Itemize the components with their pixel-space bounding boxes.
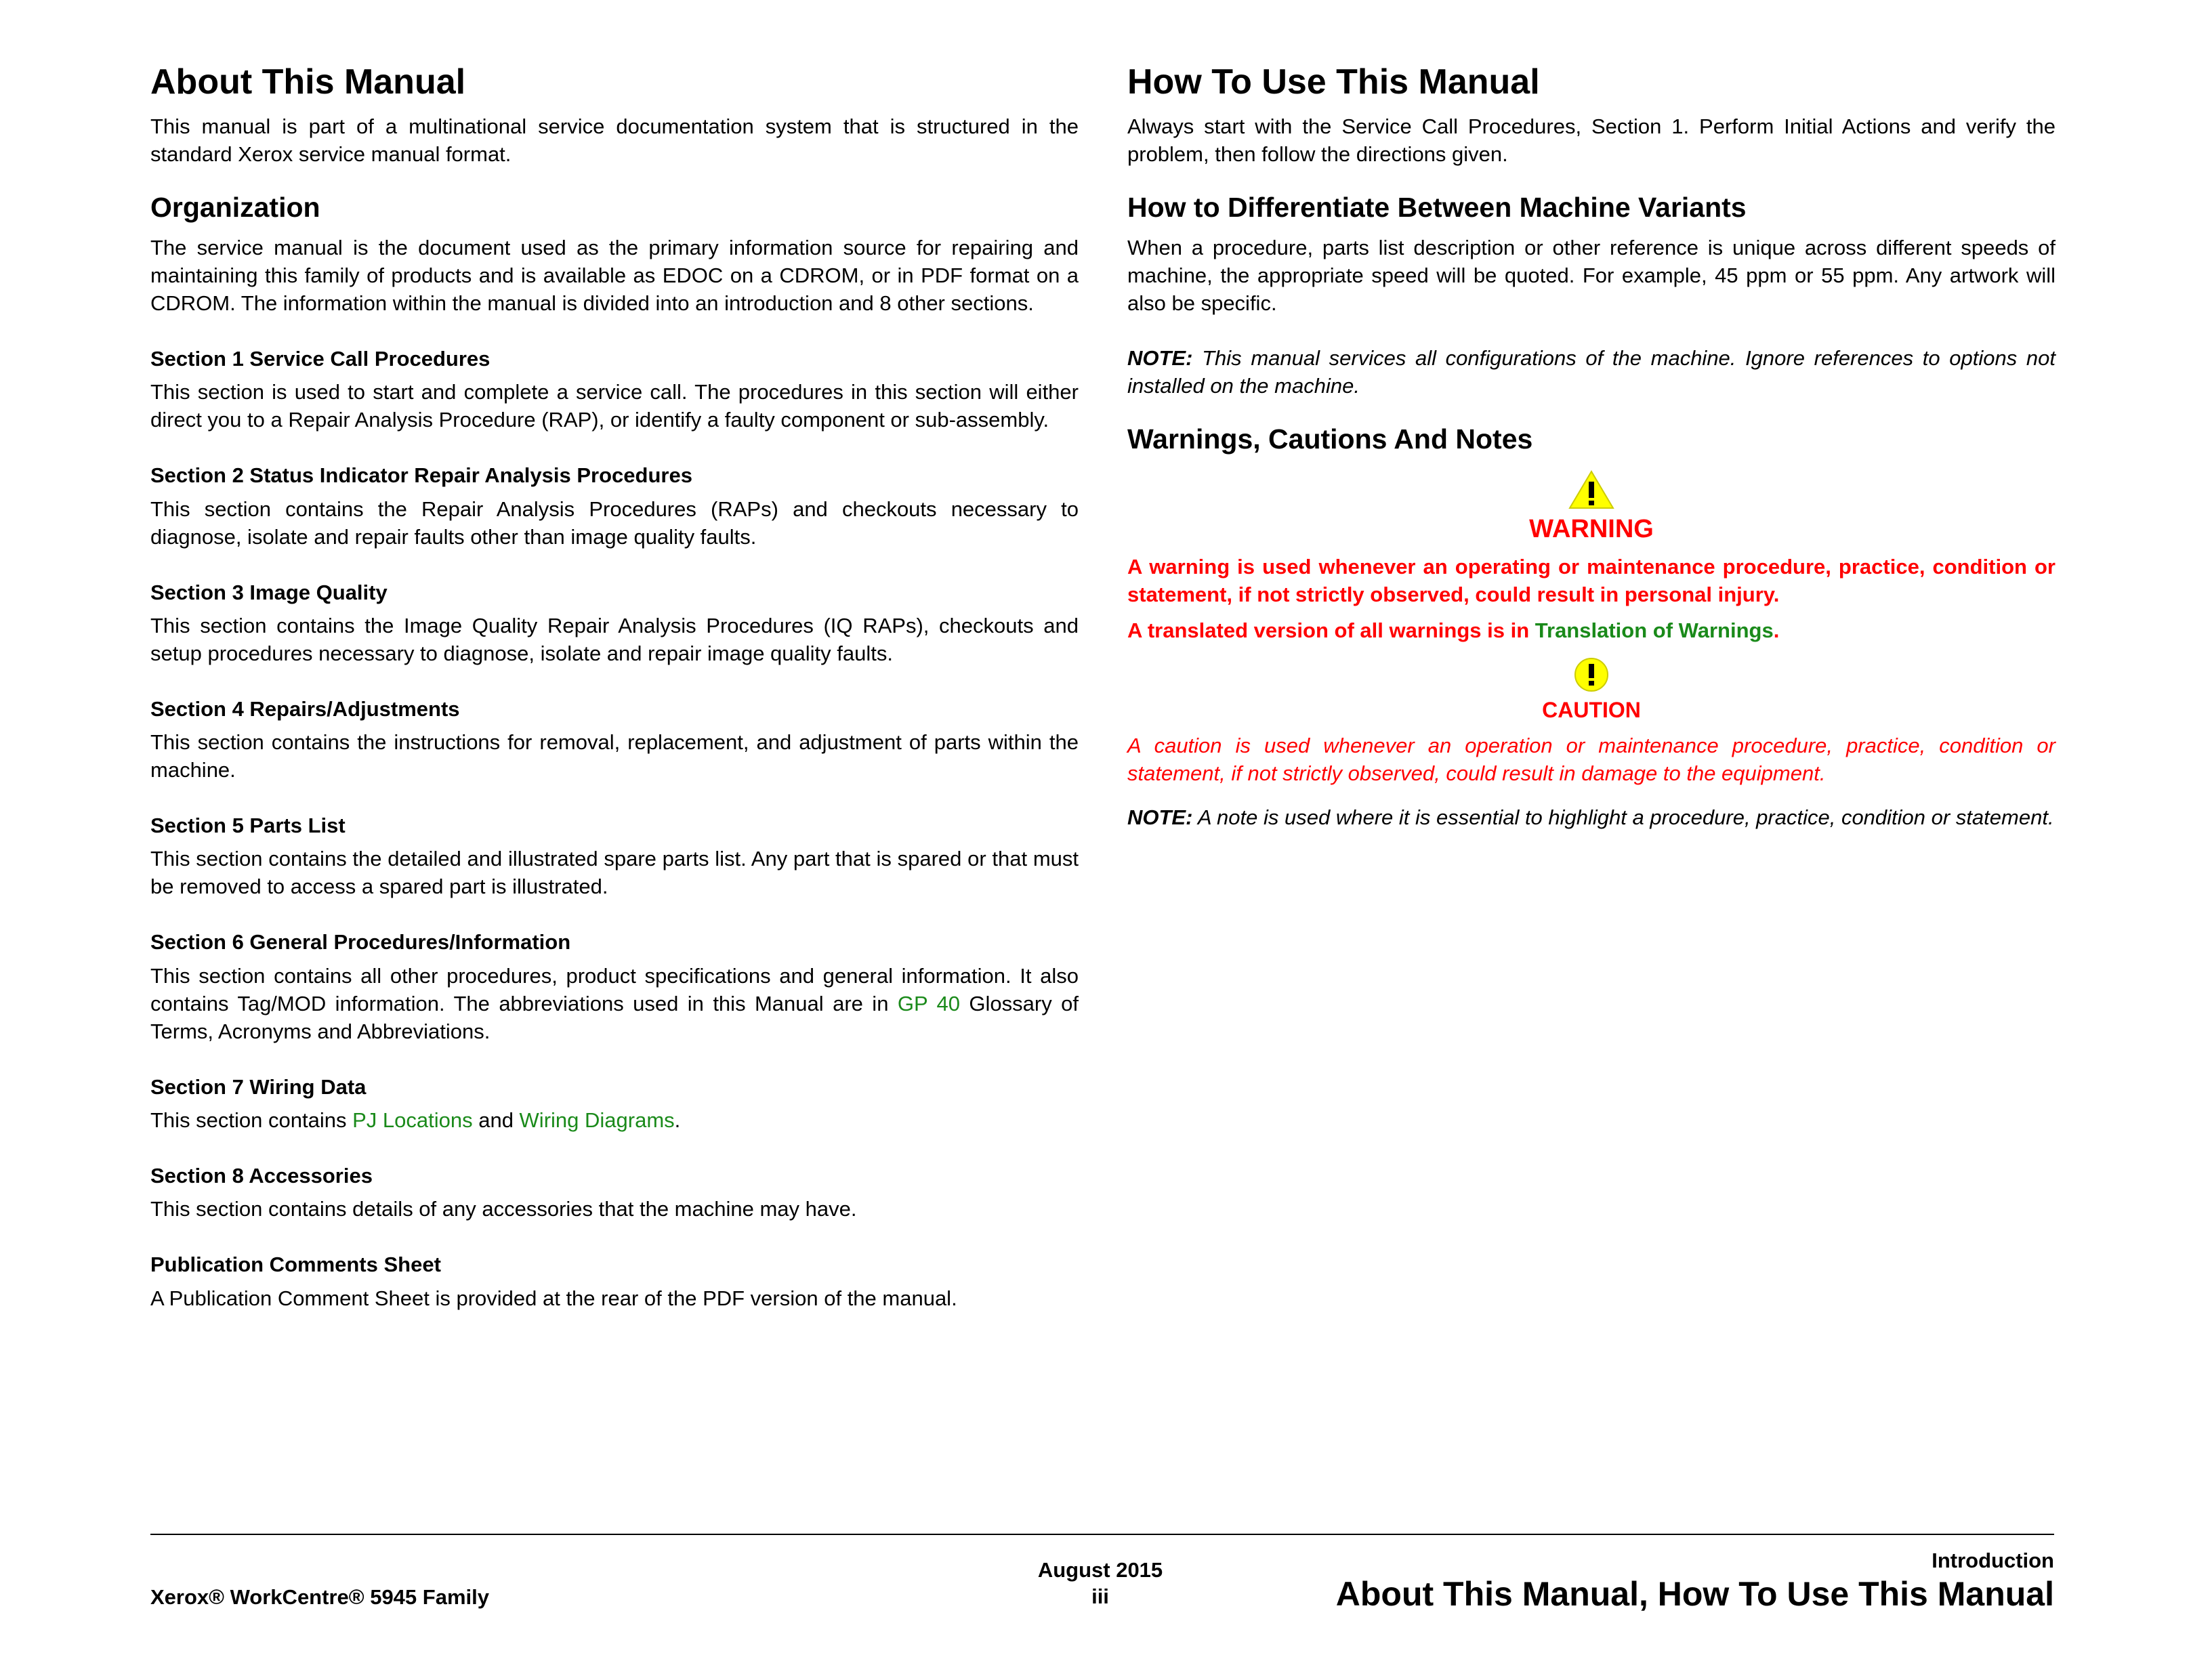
warning-translation-text-a: A translated version of all warnings is in xyxy=(1127,618,1535,643)
wcn-heading: Warnings, Cautions And Notes xyxy=(1127,423,1533,455)
section-7-text-b: and xyxy=(472,1108,520,1133)
caution-title: CAUTION xyxy=(1542,698,1641,723)
section-2-text: This section contains the Repair Analysis Procedures (RAPs) and checkouts necessary to diagnose, isolate and repair faults other than image quality faults. xyxy=(150,497,1079,549)
section-6-text-a: This section contains all other procedures, product specifications and general information. It also contains Tag/MOD information. The abbreviations used in this Manual are in xyxy=(150,963,1079,1015)
footer-divider xyxy=(150,1534,2054,1535)
caution-block xyxy=(1127,656,2056,723)
how-to-use-title: How To Use This Manual xyxy=(1127,62,1540,102)
publication-comments-heading: Publication Comments Sheet xyxy=(150,1253,441,1277)
section-4-heading: Section 4 Repairs/Adjustments xyxy=(150,696,460,721)
footer-section: Introduction xyxy=(1932,1549,2054,1572)
translation-of-warnings-link[interactable]: Translation of Warnings xyxy=(1535,618,1774,643)
section-7-text-c: . xyxy=(674,1108,681,1133)
section-4-text: This section contains the instructions for removal, replacement, and adjustment of parts within the machine. xyxy=(150,730,1079,782)
warning-translation-text-b: . xyxy=(1773,618,1780,643)
section-6-heading: Section 6 General Procedures/Information xyxy=(150,930,571,954)
section-5-heading: Section 5 Parts List xyxy=(150,814,346,838)
note-definition-label: NOTE: xyxy=(1127,805,1193,830)
variants-text: When a procedure, parts list description or other reference is unique across different speeds of machine, the appropriate speed will be quoted. For example, 45 ppm or 55 ppm. Any artwork will also be specific. xyxy=(1127,235,2056,315)
section-1-heading: Section 1 Service Call Procedures xyxy=(150,346,491,371)
config-note-label: NOTE: xyxy=(1127,345,1193,370)
gp40-link[interactable]: GP 40 xyxy=(897,991,960,1015)
note-definition xyxy=(1127,803,2056,831)
section-8-text: This section contains details of any accessories that the machine may have. xyxy=(150,1197,857,1221)
pj-locations-link[interactable]: PJ Locations xyxy=(352,1108,473,1133)
warning-triangle-icon xyxy=(1568,469,1614,510)
section-6-text-b: Glossary of Terms, Acronyms and Abbreviations. xyxy=(150,991,1079,1043)
config-note-text: This manual services all configurations of the machine. Ignore references to options not installed on the machine. xyxy=(1127,345,2056,398)
section-7-heading: Section 7 Wiring Data xyxy=(150,1074,367,1099)
footer-right xyxy=(1336,1547,2054,1614)
note-definition-text: A note is used where it is essential to highlight a procedure, practice, condition or statement. xyxy=(1192,805,2054,830)
footer-date: August 2015 xyxy=(1037,1558,1163,1582)
section-6-text xyxy=(150,962,1079,1045)
how-to-use-intro: Always start with the Service Call Procedures, Section 1. Perform Initial Actions and verify the problem, then follow the directions given. xyxy=(1127,114,2056,166)
about-manual-intro: This manual is part of a multinational service documentation system that is structured in the standard Xerox service manual format. xyxy=(150,114,1079,166)
left-column xyxy=(150,62,1079,1312)
warning-text: A warning is used whenever an operating or maintenance procedure, practice, condition or statement, if not strictly observed, could result in personal injury. xyxy=(1127,555,2056,607)
wiring-diagrams-link[interactable]: Wiring Diagrams xyxy=(519,1108,675,1133)
publication-comments-text: A Publication Comment Sheet is provided at the rear of the PDF version of the manual. xyxy=(150,1286,957,1310)
footer-center xyxy=(965,1557,1236,1610)
warning-title: WARNING xyxy=(1529,515,1654,544)
variants-heading: How to Differentiate Between Machine Variants xyxy=(1127,191,1747,223)
caution-circle-icon xyxy=(1573,656,1610,693)
right-column xyxy=(1127,62,2056,831)
organization-text: The service manual is the document used as the primary information source for repairing and maintaining this family of products and is available as EDOC on a CDROM, or in PDF format on a CDROM. The information within the manual is divided into an introduction and 8 other sections. xyxy=(150,235,1079,315)
section-3-text: This section contains the Image Quality Repair Analysis Procedures (IQ RAPs), checkouts and setup procedures necessary to diagnose, isolate and repair image quality faults. xyxy=(150,613,1079,665)
warning-block xyxy=(1127,469,2056,545)
section-7-text-a: This section contains xyxy=(150,1108,353,1133)
warning-translation xyxy=(1127,616,2056,644)
section-7-text xyxy=(150,1106,1079,1134)
organization-heading: Organization xyxy=(150,191,320,223)
footer-title: About This Manual, How To Use This Manual xyxy=(1335,1575,2054,1613)
config-note xyxy=(1127,344,2056,400)
caution-text: A caution is used whenever an operation or maintenance procedure, practice, condition or statement, if not strictly observed, could result in damage to the equipment. xyxy=(1127,734,2056,786)
about-manual-title: About This Manual xyxy=(150,62,466,102)
footer-product: Xerox® WorkCentre® 5945 Family xyxy=(150,1585,489,1609)
section-5-text: This section contains the detailed and illustrated spare parts list. Any part that is spared or that must be removed to access a spared part is illustrated. xyxy=(150,847,1079,899)
section-8-heading: Section 8 Accessories xyxy=(150,1164,373,1188)
section-2-heading: Section 2 Status Indicator Repair Analysis Procedures xyxy=(150,463,692,488)
section-3-heading: Section 3 Image Quality xyxy=(150,580,388,604)
footer-page-number: iii xyxy=(1091,1584,1109,1608)
section-1-text: This section is used to start and complete a service call. The procedures in this section will either direct you to a Repair Analysis Procedure (RAP), or identify a faulty component or sub-assembly. xyxy=(150,380,1079,432)
